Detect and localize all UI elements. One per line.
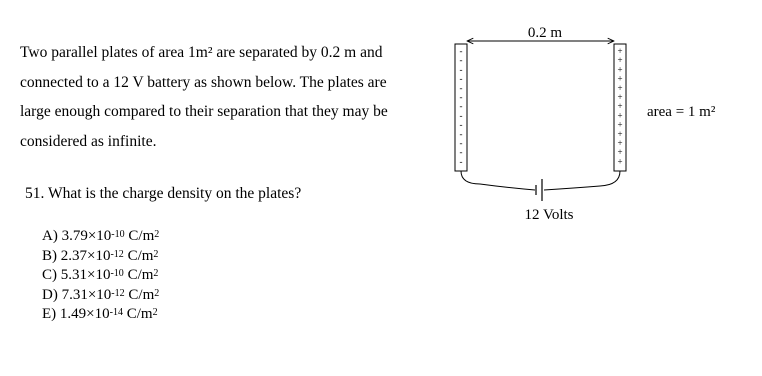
negative-charge: -	[459, 64, 463, 75]
positive-charge: +	[617, 138, 623, 148]
choice-value: 3.79×10	[61, 228, 112, 244]
negative-charge: -	[459, 128, 463, 139]
positive-charge: +	[617, 147, 623, 158]
choice-unit-exponent: 2	[153, 248, 159, 260]
choice-unit: C/m	[128, 228, 155, 244]
intro-line: Two parallel plates of area 1m² are separated by 0.2 m and	[20, 44, 383, 61]
choice-exponent: -10	[110, 268, 124, 279]
positive-charge: +	[617, 119, 623, 130]
positive-charge: +	[617, 64, 623, 75]
positive-charge: +	[617, 92, 623, 102]
negative-charge: -	[459, 46, 463, 56]
choice-value: 5.31×10	[60, 267, 111, 283]
negative-charge: -	[459, 147, 463, 158]
choice-unit-exponent: 2	[154, 287, 160, 299]
negative-charge: -	[459, 55, 463, 66]
negative-charge: -	[459, 82, 463, 93]
choice-value: 2.37×10	[60, 247, 111, 264]
separation-label: 0.2 m	[527, 25, 563, 41]
negative-charges	[460, 46, 463, 166]
positive-charge: +	[617, 156, 623, 167]
positive-charge: +	[617, 110, 623, 121]
positive-charge: +	[617, 55, 623, 66]
choice-unit-exponent: 2	[154, 229, 160, 240]
choice-unit: C/m	[126, 306, 153, 322]
positive-charge: +	[617, 82, 623, 93]
choice-unit: C/m	[128, 286, 155, 303]
negative-charge: -	[459, 138, 463, 148]
positive-charge: +	[617, 128, 623, 139]
choice-unit: C/m	[127, 267, 154, 283]
question-text: 51. What is the charge density on the plates?	[25, 185, 302, 202]
positive-charges	[617, 46, 622, 166]
choice-label: B)	[42, 247, 57, 264]
intro-line: connected to a 12 V battery as shown below. The plates are	[20, 73, 387, 91]
choice-label: A)	[42, 228, 58, 244]
negative-charge: -	[459, 156, 463, 167]
negative-charge: -	[459, 101, 463, 112]
choice-exponent: -12	[111, 287, 125, 299]
negative-charge: -	[459, 110, 463, 121]
wire-right	[544, 171, 620, 190]
choice-label: C)	[42, 267, 57, 283]
choice-label: D)	[42, 286, 58, 303]
battery-label: 12 Volts	[524, 207, 574, 223]
choice-label: E)	[42, 306, 57, 322]
positive-charge: +	[617, 73, 623, 84]
negative-charge: -	[459, 92, 463, 102]
intro-line: considered as infinite.	[20, 132, 157, 150]
intro-line: large enough compared to their separation that they may be	[20, 103, 388, 120]
negative-charge: -	[459, 119, 463, 130]
choice-unit-exponent: 2	[153, 268, 159, 279]
wire-left	[461, 171, 535, 190]
choice-unit-exponent: 2	[152, 307, 158, 318]
choice-exponent: -10	[111, 229, 125, 240]
choice-unit: C/m	[127, 247, 154, 264]
choice-value: 1.49×10	[59, 306, 110, 322]
choice-exponent: -12	[110, 248, 124, 260]
choice-value: 7.31×10	[61, 286, 112, 303]
positive-charge: +	[617, 46, 623, 56]
positive-charge: +	[617, 101, 623, 112]
choice-exponent: -14	[109, 307, 123, 318]
negative-charge: -	[459, 73, 463, 84]
area-label: area = 1 m²	[647, 104, 716, 120]
